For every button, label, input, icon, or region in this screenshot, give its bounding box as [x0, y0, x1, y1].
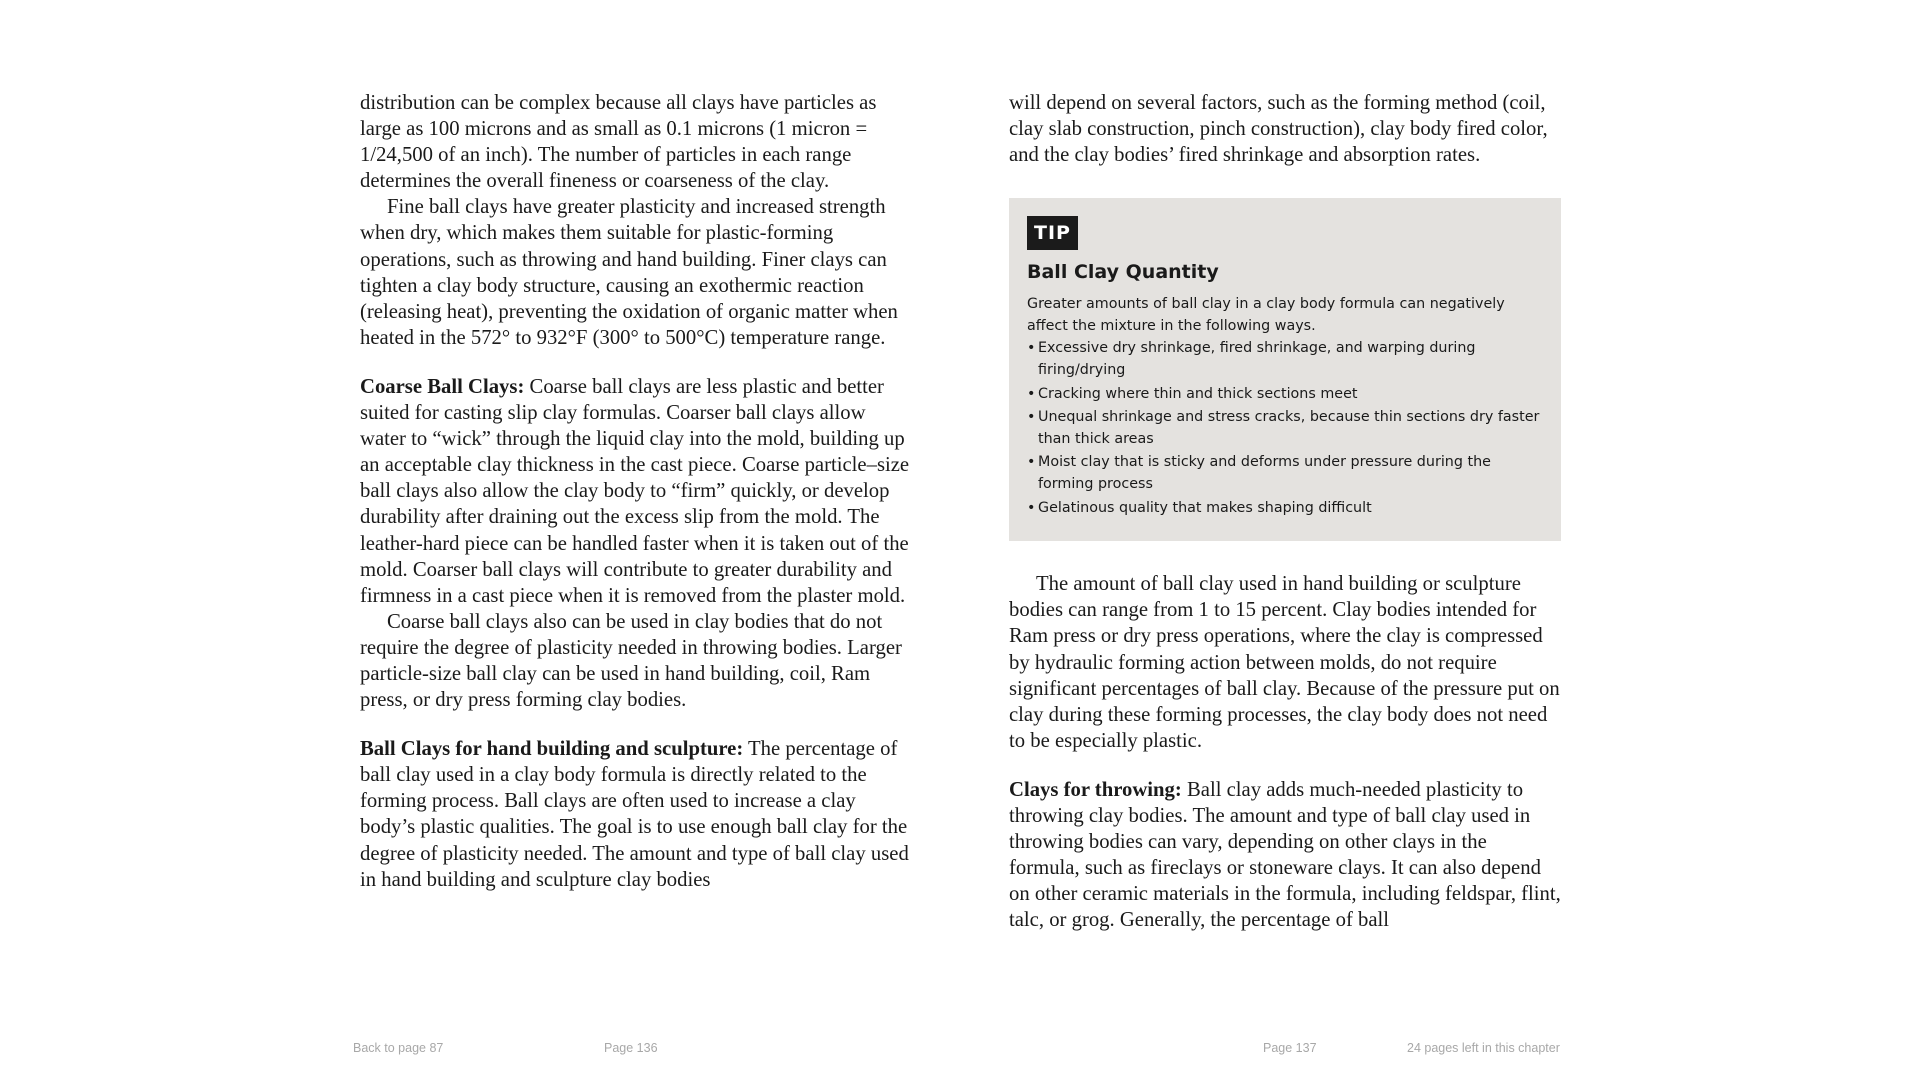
back-to-page-link[interactable]: Back to page 87: [353, 1041, 444, 1055]
tip-box: [1009, 198, 1561, 541]
paragraph-heading: Ball Clays for hand building and sculpture:: [360, 738, 744, 761]
tip-list-item: • Unequal shrinkage and stress cracks, because thin sections dry faster than thick areas: [1027, 407, 1543, 450]
tip-list-item: • Cracking where thin and thick sections meet: [1027, 384, 1543, 406]
paragraph: Coarse ball clays also can be used in clay bodies that do not require the degree of plasticity needed in throwing bodies. Larger particle-size ball clay can be used in hand building, coil, Ram press, or dry press forming clay bodies.: [360, 610, 902, 712]
paragraph: The amount of ball clay used in hand building or sculpture bodies can range from 1 to 15 percent. Clay bodies intended for Ram press or dry press operations, where the clay is compressed by hydraulic forming action between molds, do not require significant percentages of ball clay. Because of the pressure put on clay during these forming processes, the clay body does not need to be especially plastic.: [1009, 573, 1560, 752]
paragraph: distribution can be complex because all clays have particles as large as 100 microns and as small as 0.1 microns (1 micron = 1/24,500 of an inch). The number of particles in each range determines the overall fineness or coarseness of the clay.: [360, 92, 877, 193]
tip-list-item: • Moist clay that is sticky and deforms under pressure during the forming process: [1027, 452, 1543, 495]
paragraph-text: Ball clay adds much-needed plasticity to throwing clay bodies. The amount and type of ball clay used in throwing bodies can vary, depending on other clays in the formula, such as fireclays or stoneware clays. It can also depend on other ceramic materials in the formula, including feldspar, flint, talc, or grog. Generally, the percentage of ball: [1009, 778, 1561, 932]
pages-left-in-chapter: 24 pages left in this chapter: [1407, 1041, 1560, 1055]
page-number-right: Page 137: [1263, 1041, 1317, 1055]
tip-list: [1027, 338, 1543, 519]
tip-list-item: • Gelatinous quality that makes shaping difficult: [1027, 498, 1543, 520]
left-page-column: [360, 90, 912, 893]
paragraph: will depend on several factors, such as the forming method (coil, clay slab construction, pinch construction), clay body fired color, and the clay bodies’ fired shrinkage and absorption rates.: [1009, 92, 1548, 167]
page-number-left: Page 136: [604, 1041, 658, 1055]
paragraph-text: Coarse ball clays are less plastic and better suited for casting slip clay formulas. Coarser ball clays allow water to “wick” through the liquid clay into the mold, building up an acceptable clay thickness in the cast piece. Coarse particle–size ball clays also allow the clay body to “firm” quickly, or develop durability after draining out the excess slip from the mold. The leather-hard piece can be handled faster when it is taken out of the mold. Coarser ball clays will contribute to greater durability and firmness in a cast piece when it is removed from the plaster mold.: [360, 375, 910, 607]
tip-title: Ball Clay Quantity: [1027, 261, 1219, 284]
paragraph-heading: Coarse Ball Clays:: [360, 375, 525, 398]
paragraph-heading: Clays for throwing:: [1009, 778, 1182, 801]
paragraph-text: The percentage of ball clay used in a clay body formula is directly related to the forming process. Ball clays are often used to increase a clay body’s plastic qualities. The goal is to use enough ball clay for the degree of plasticity needed. The amount and type of ball clay used in hand building and sculpture clay bodies: [360, 738, 909, 891]
paragraph: [1009, 777, 1561, 934]
tip-list-item: • Excessive dry shrinkage, fired shrinkage, and warping during firing/drying: [1027, 338, 1543, 381]
paragraph: [360, 736, 912, 893]
tip-intro: Greater amounts of ball clay in a clay body formula can negatively affect the mixture in the following ways.: [1027, 296, 1505, 334]
tip-badge: TIP: [1027, 216, 1078, 250]
paragraph: [360, 374, 912, 609]
paragraph: Fine ball clays have greater plasticity and increased strength when dry, which makes them suitable for plastic-forming operations, such as throwing and hand building. Finer clays can tighten a clay body structure, causing an exothermic reaction (releasing heat), preventing the oxidation of organic matter when heated in the 572° to 932°F (300° to 500°C) temperature range.: [360, 196, 898, 349]
right-page-column: [1009, 90, 1561, 933]
